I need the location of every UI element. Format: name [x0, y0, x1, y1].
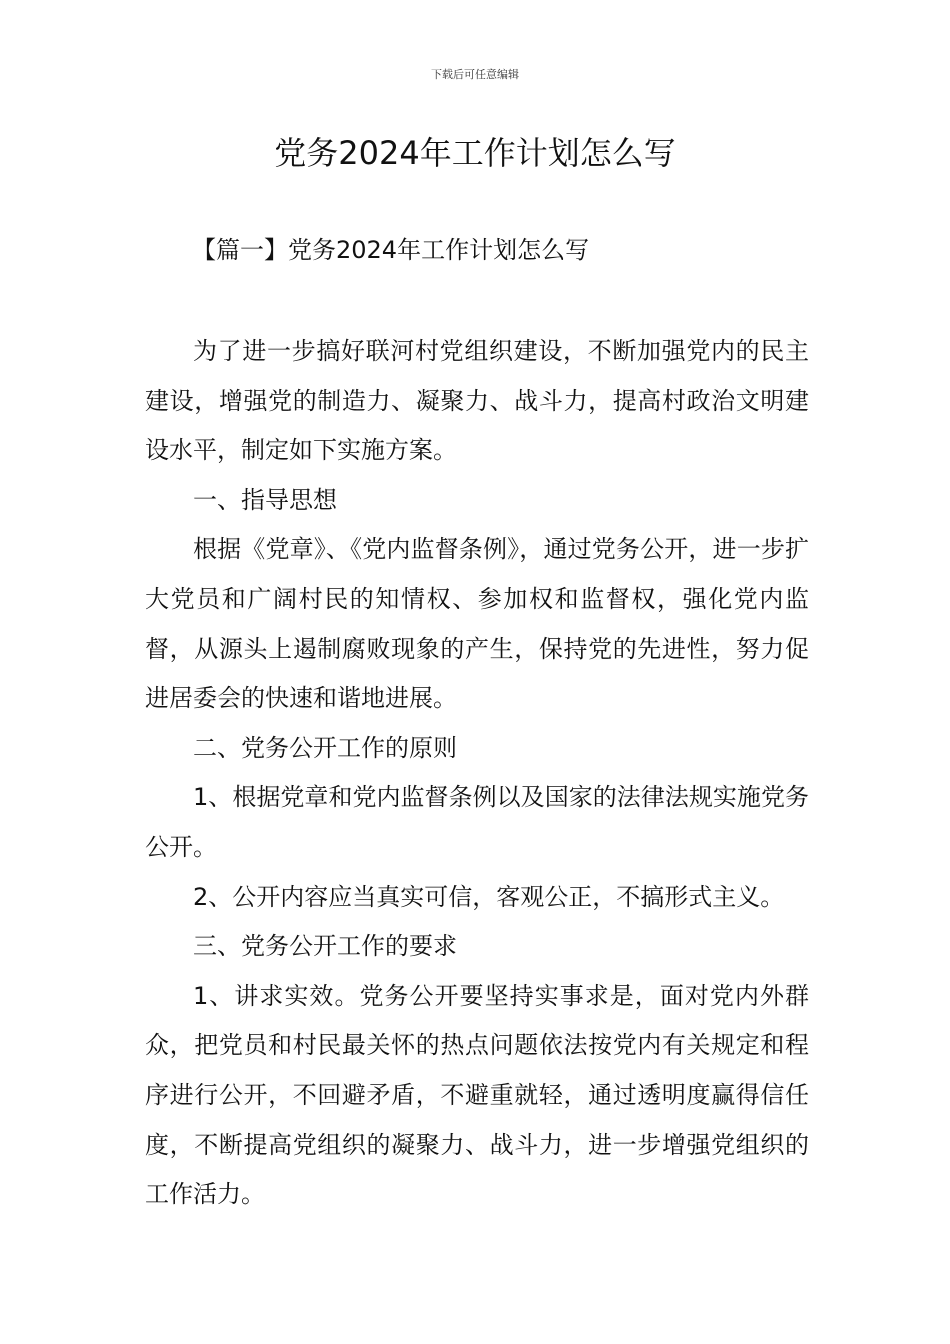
paragraph-guiding-thought: 根据《党章》、《党内监督条例》，通过党务公开，进一步扩大党员和广阔村民的知情权、参加权和监督权，强化党内监督，从源头上遏制腐败现象的产生，保持党的先进性，努力促进居委会的快速和谐地进展。	[145, 535, 809, 713]
heading-requirements: 三、党务公开工作的要求	[193, 932, 457, 961]
heading-guiding-thought: 一、指导思想	[193, 485, 337, 514]
paragraph-principle-2: 2、公开内容应当真实可信，客观公正，不搞形式主义。	[193, 882, 785, 911]
header-note: 下载后可任意编辑	[431, 68, 519, 81]
paragraph-intro: 为了进一步搞好联河村党组织建设，不断加强党内的民主建设，增强党的制造力、凝聚力、战斗力，提高村政治文明建设水平，制定如下实施方案。	[145, 337, 809, 465]
document-title: 党务2024年工作计划怎么写	[274, 134, 676, 172]
paragraph-requirement-1: 1、讲求实效。党务公开要坚持实事求是，面对党内外群众，把党员和村民最关怀的热点问题依法按党内有关规定和程序进行公开，不回避矛盾，不避重就轻，通过透明度赢得信任度，不断提高党组织的凝聚力、战斗力，进一步增强党组织的工作活力。	[145, 981, 809, 1209]
paragraph-principle-1: 1、根据党章和党内监督条例以及国家的法律法规实施党务公开。	[145, 783, 809, 861]
document-body	[145, 327, 809, 1220]
section-heading: 【篇一】党务2024年工作计划怎么写	[192, 236, 590, 264]
heading-principles: 二、党务公开工作的原则	[193, 733, 457, 762]
